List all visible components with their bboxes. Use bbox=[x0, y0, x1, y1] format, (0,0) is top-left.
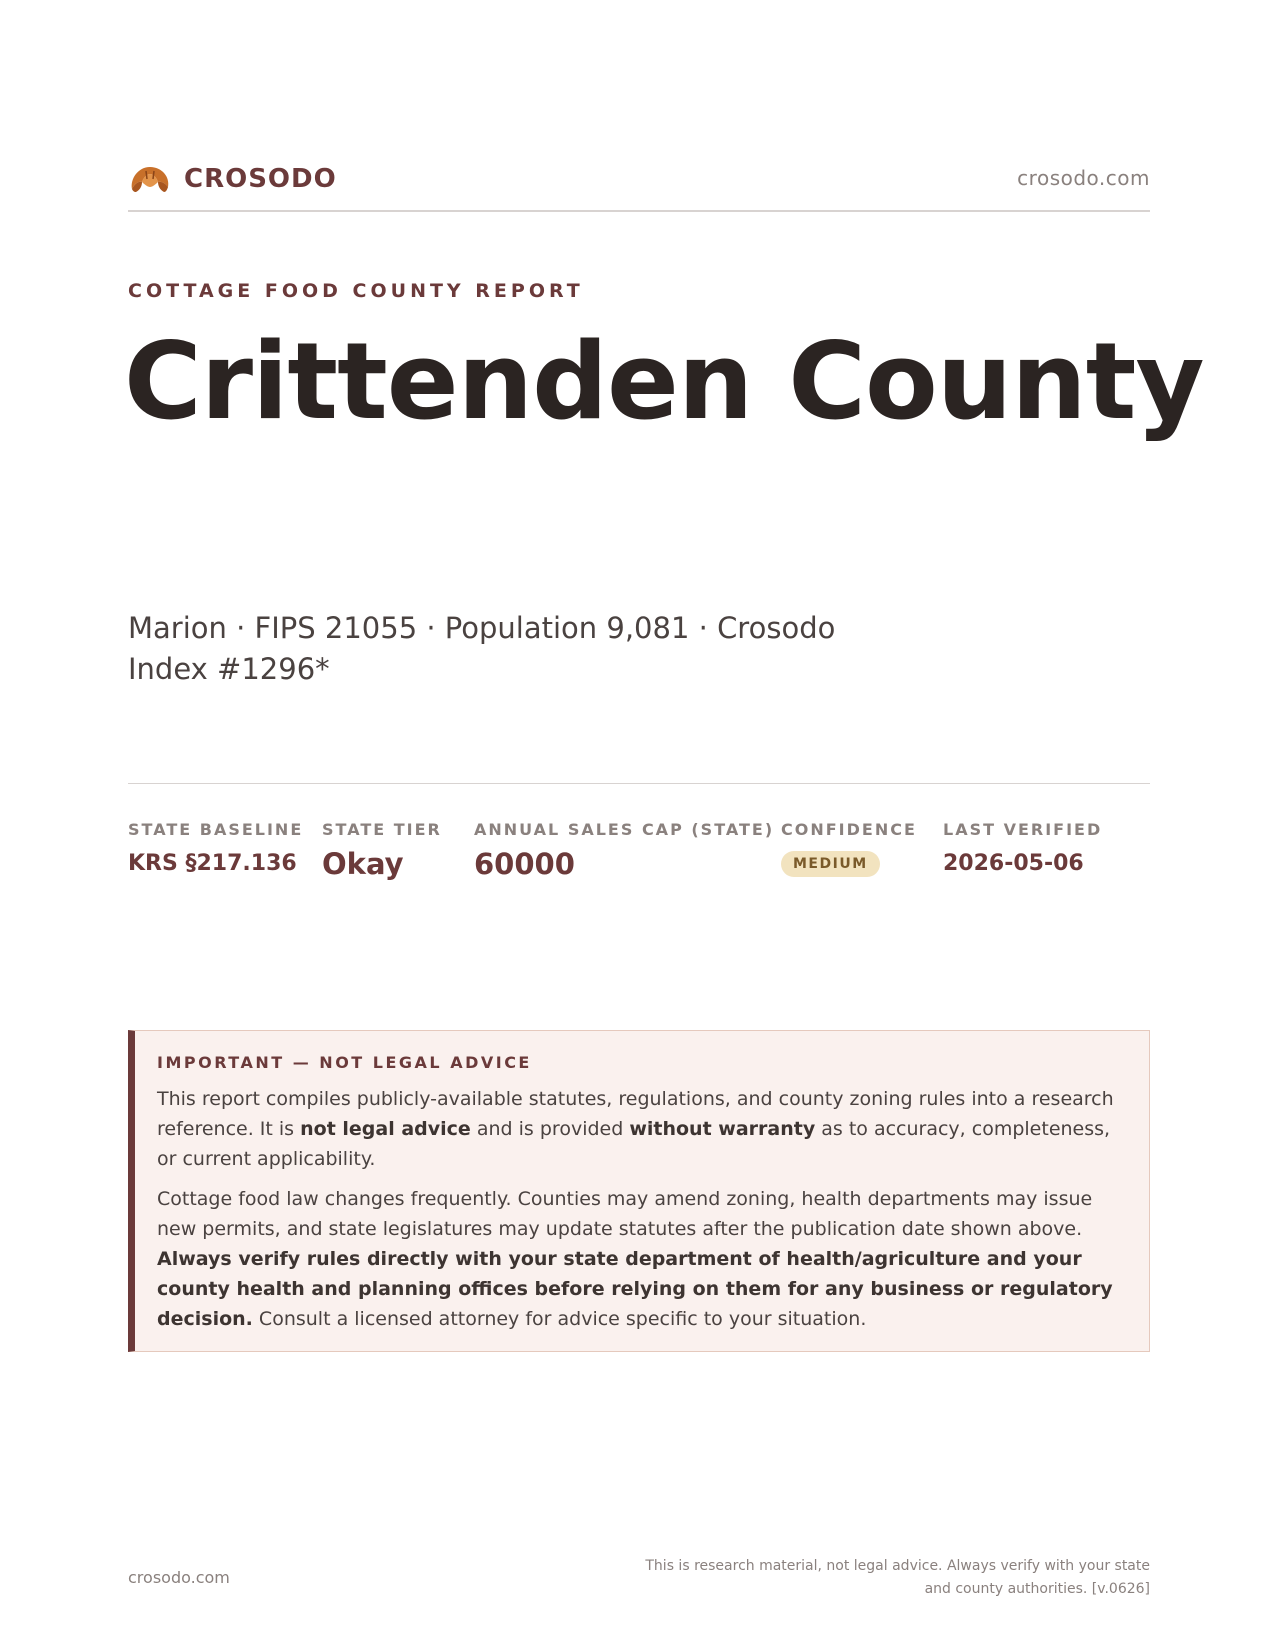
stat-last-verified bbox=[943, 820, 1102, 876]
report-page bbox=[124, 0, 1204, 1650]
stat-label: ANNUAL SALES CAP (STATE) bbox=[474, 820, 775, 839]
confidence-badge: MEDIUM bbox=[781, 851, 880, 877]
stat-confidence bbox=[781, 820, 917, 877]
legal-notice bbox=[128, 1030, 1150, 1352]
notice-paragraph: This report compiles publicly-available statutes, regulations, and county zoning rules into a research reference. It is not legal advice and is provided without warranty as to accuracy, completeness, or current applicability. bbox=[157, 1088, 1114, 1170]
stat-value: Okay bbox=[322, 847, 404, 881]
header-divider bbox=[128, 210, 1150, 212]
page-header bbox=[128, 158, 1150, 200]
stat-value: 60000 bbox=[474, 847, 575, 881]
stat-label: STATE TIER bbox=[322, 820, 442, 839]
notice-title: IMPORTANT — NOT LEGAL ADVICE bbox=[157, 1053, 532, 1072]
stat-label: CONFIDENCE bbox=[781, 820, 917, 839]
footer-url-link[interactable]: crosodo.com bbox=[128, 1568, 230, 1587]
section-divider bbox=[128, 783, 1150, 784]
brand bbox=[128, 158, 337, 200]
stat-label: STATE BASELINE bbox=[128, 820, 304, 839]
page-title: Crittenden County bbox=[124, 320, 1204, 443]
header-url-link[interactable]: crosodo.com bbox=[1017, 166, 1150, 190]
stats-row bbox=[128, 820, 1150, 900]
croissant-icon bbox=[128, 159, 172, 199]
report-subtitle: Marion · FIPS 21055 · Population 9,081 · Crosodo Index #1296* bbox=[128, 611, 836, 686]
stat-annual-sales-cap bbox=[474, 820, 774, 881]
report-kicker: COTTAGE FOOD COUNTY REPORT bbox=[128, 280, 584, 302]
stat-state-baseline bbox=[128, 820, 303, 876]
stat-value: KRS §217.136 bbox=[128, 851, 297, 876]
brand-name: CROSODO bbox=[184, 164, 337, 194]
stat-value: 2026-05-06 bbox=[943, 851, 1084, 876]
stat-label: LAST VERIFIED bbox=[943, 820, 1103, 839]
stat-state-tier bbox=[322, 820, 442, 881]
notice-paragraph: Cottage food law changes frequently. Counties may amend zoning, health departments may issue new permits, and state legislatures may update statutes after the publication date shown above. Always verify rules directly with your state department of health/agriculture and your county health and planning offices before relying on them for any business or regulatory decision. Consult a licensed attorney for advice specific to your situation. bbox=[157, 1188, 1113, 1330]
footer-disclaimer: This is research material, not legal advice. Always verify with your state and county authorities. [v.0626] bbox=[645, 1558, 1150, 1597]
